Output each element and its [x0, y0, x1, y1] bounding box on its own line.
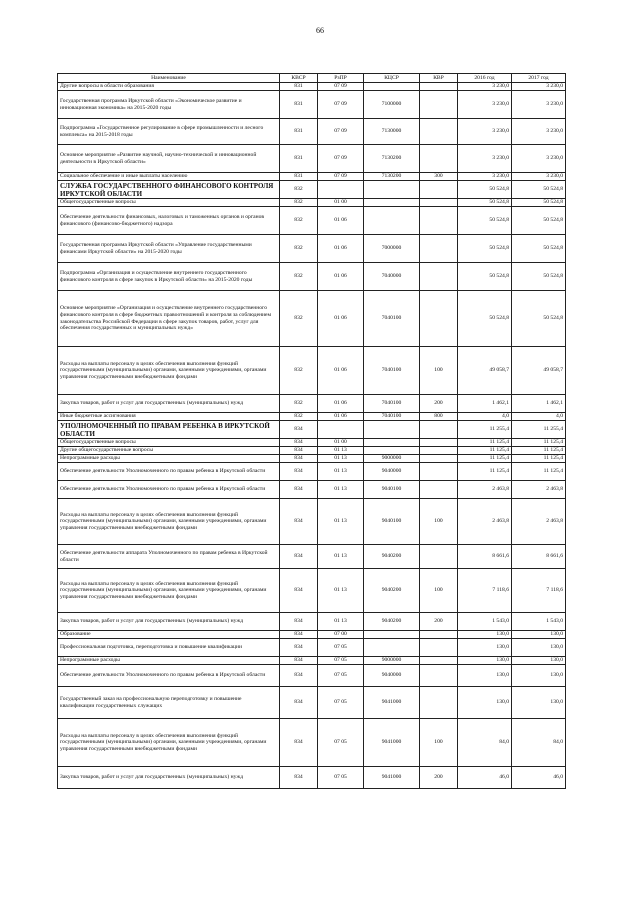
- cell-kvsr: 831: [280, 83, 318, 91]
- cell-kcsr: [364, 83, 420, 91]
- cell-kvr: 100: [420, 569, 458, 613]
- cell-kvsr: 834: [280, 657, 318, 665]
- cell-2017: 50 524,8: [512, 207, 566, 235]
- table-row: [58, 199, 566, 207]
- cell-kvsr: 834: [280, 499, 318, 545]
- cell-kvr: [420, 639, 458, 657]
- cell-name: Обеспечение деятельности аппарата Уполномоченного по правам ребенка в Иркутской области: [58, 545, 280, 569]
- cell-kvr: [420, 447, 458, 455]
- cell-kvr: 200: [420, 395, 458, 413]
- cell-kvr: [420, 83, 458, 91]
- cell-kvr: 200: [420, 767, 458, 789]
- cell-kvr: 100: [420, 347, 458, 395]
- table-row: [58, 613, 566, 631]
- cell-rzpr: 01 00: [318, 199, 364, 207]
- cell-rzpr: 07 00: [318, 631, 364, 639]
- header-kvr: КВР: [420, 74, 458, 83]
- cell-rzpr: 07 05: [318, 639, 364, 657]
- table-row: [58, 181, 566, 199]
- cell-rzpr: 01 13: [318, 499, 364, 545]
- cell-rzpr: 07 09: [318, 119, 364, 145]
- cell-kvsr: 832: [280, 413, 318, 421]
- cell-2016: 84,0: [458, 719, 512, 767]
- cell-rzpr: 07 09: [318, 91, 364, 119]
- cell-kvr: [420, 439, 458, 447]
- table-row: [58, 413, 566, 421]
- table-row: [58, 639, 566, 657]
- cell-2017: 3 230,0: [512, 145, 566, 173]
- table-row: [58, 481, 566, 499]
- cell-kcsr: [364, 199, 420, 207]
- cell-name: Расходы на выплаты персоналу в целях обеспечения выполнения функций государственными (муниципальными) органами, казенными учреждениями, органами управления государственными внебюджетными фондами: [58, 569, 280, 613]
- cell-kcsr: 9040200: [364, 613, 420, 631]
- cell-name: Основное мероприятие «Развитие научной, научно-технической и инновационной деятельности в Иркутской области»: [58, 145, 280, 173]
- cell-kvsr: 834: [280, 569, 318, 613]
- cell-rzpr: 01 13: [318, 481, 364, 499]
- cell-2016: 1 543,0: [458, 613, 512, 631]
- cell-2016: 50 524,8: [458, 291, 512, 347]
- cell-kvr: [420, 463, 458, 481]
- cell-kcsr: 9040000: [364, 463, 420, 481]
- cell-kvr: [420, 263, 458, 291]
- cell-rzpr: 01 06: [318, 395, 364, 413]
- cell-2016: 130,0: [458, 639, 512, 657]
- cell-rzpr: 01 00: [318, 439, 364, 447]
- cell-rzpr: 01 06: [318, 235, 364, 263]
- cell-kvr: [420, 199, 458, 207]
- cell-kcsr: 7040100: [364, 395, 420, 413]
- cell-rzpr: 07 09: [318, 83, 364, 91]
- table-body: [58, 83, 566, 789]
- cell-rzpr: 01 06: [318, 291, 364, 347]
- cell-rzpr: 01 13: [318, 545, 364, 569]
- cell-2016: 50 524,8: [458, 263, 512, 291]
- cell-2017: 50 524,8: [512, 199, 566, 207]
- cell-kvsr: 832: [280, 181, 318, 199]
- cell-2016: 7 118,6: [458, 569, 512, 613]
- cell-name: Социальное обеспечение и иные выплаты населению: [58, 173, 280, 181]
- cell-kvr: [420, 181, 458, 199]
- cell-2016: 3 230,0: [458, 91, 512, 119]
- cell-name: Обеспечение деятельности Уполномоченного по правам ребенка в Иркутской области: [58, 481, 280, 499]
- cell-kvsr: 834: [280, 463, 318, 481]
- cell-kvsr: 834: [280, 639, 318, 657]
- cell-name: Обеспечение деятельности Уполномоченного по правам ребенка в Иркутской области: [58, 665, 280, 687]
- cell-2016: 1 462,1: [458, 395, 512, 413]
- cell-kcsr: 7100000: [364, 91, 420, 119]
- cell-kvr: 300: [420, 173, 458, 181]
- cell-kvr: [420, 119, 458, 145]
- table-row: [58, 291, 566, 347]
- cell-name: Непрограммные расходы: [58, 455, 280, 463]
- cell-kvsr: 832: [280, 199, 318, 207]
- cell-2017: 50 524,8: [512, 235, 566, 263]
- cell-2017: 3 230,0: [512, 173, 566, 181]
- header-rzpr: РзПР: [318, 74, 364, 83]
- cell-2016: 2 463,8: [458, 499, 512, 545]
- table-row: [58, 665, 566, 687]
- cell-name: Другие общегосударственные вопросы: [58, 447, 280, 455]
- cell-kvsr: 831: [280, 173, 318, 181]
- cell-kvsr: 834: [280, 447, 318, 455]
- cell-name: Образование: [58, 631, 280, 639]
- cell-kcsr: 7040100: [364, 413, 420, 421]
- cell-rzpr: 07 05: [318, 665, 364, 687]
- cell-rzpr: [318, 421, 364, 439]
- cell-kvsr: 834: [280, 719, 318, 767]
- cell-kcsr: 9041000: [364, 687, 420, 719]
- cell-2017: 3 230,0: [512, 91, 566, 119]
- header-2016: 2016 год: [458, 74, 512, 83]
- cell-kcsr: [364, 421, 420, 439]
- cell-2017: 50 524,8: [512, 181, 566, 199]
- cell-rzpr: 07 09: [318, 173, 364, 181]
- cell-2017: 50 524,8: [512, 263, 566, 291]
- cell-rzpr: 01 13: [318, 569, 364, 613]
- cell-rzpr: 01 13: [318, 455, 364, 463]
- cell-rzpr: [318, 181, 364, 199]
- header-kvsr: КВСР: [280, 74, 318, 83]
- cell-kvr: [420, 545, 458, 569]
- table-row: [58, 347, 566, 395]
- cell-2017: 49 058,7: [512, 347, 566, 395]
- table-row: [58, 235, 566, 263]
- cell-kcsr: [364, 447, 420, 455]
- cell-name: Другие вопросы в области образования: [58, 83, 280, 91]
- cell-2016: 8 661,6: [458, 545, 512, 569]
- cell-2017: 11 255,4: [512, 421, 566, 439]
- cell-kvsr: 832: [280, 291, 318, 347]
- cell-2017: 1 462,1: [512, 395, 566, 413]
- cell-2016: 3 230,0: [458, 173, 512, 181]
- cell-name: Закупка товаров, работ и услуг для государственных (муниципальных) нужд: [58, 395, 280, 413]
- cell-kcsr: 7040100: [364, 291, 420, 347]
- cell-2017: 50 524,8: [512, 291, 566, 347]
- cell-kcsr: 7000000: [364, 235, 420, 263]
- cell-rzpr: 07 05: [318, 657, 364, 665]
- cell-kvsr: 832: [280, 395, 318, 413]
- cell-2017: 2 463,8: [512, 499, 566, 545]
- cell-2016: 3 230,0: [458, 119, 512, 145]
- cell-name: СЛУЖБА ГОСУДАРСТВЕННОГО ФИНАНСОВОГО КОНТРОЛЯ ИРКУТСКОЙ ОБЛАСТИ: [58, 181, 280, 199]
- cell-kcsr: 7040100: [364, 347, 420, 395]
- budget-table-container: [57, 73, 565, 789]
- cell-kcsr: [364, 631, 420, 639]
- cell-kvsr: 831: [280, 145, 318, 173]
- cell-name: УПОЛНОМОЧЕННЫЙ ПО ПРАВАМ РЕБЕНКА В ИРКУТСКОЙ ОБЛАСТИ: [58, 421, 280, 439]
- table-row: [58, 569, 566, 613]
- cell-kvr: [420, 91, 458, 119]
- cell-kvsr: 834: [280, 767, 318, 789]
- cell-rzpr: 01 06: [318, 413, 364, 421]
- cell-kcsr: 7130200: [364, 173, 420, 181]
- cell-2016: 11 125,4: [458, 447, 512, 455]
- cell-kvr: [420, 207, 458, 235]
- cell-name: Общегосударственные вопросы: [58, 199, 280, 207]
- cell-kcsr: 9041000: [364, 719, 420, 767]
- page-number: 66: [316, 26, 324, 35]
- cell-name: Обеспечение деятельности финансовых, налоговых и таможенных органов и органов финансового (финансово-бюджетного) надзора: [58, 207, 280, 235]
- cell-name: Государственная программа Иркутской области «Экономическое развитие и инновационная экономика» на 2015-2020 годы: [58, 91, 280, 119]
- cell-kvr: [420, 145, 458, 173]
- table-row: [58, 439, 566, 447]
- cell-2016: 130,0: [458, 631, 512, 639]
- cell-kvr: 100: [420, 719, 458, 767]
- cell-kvsr: 831: [280, 119, 318, 145]
- cell-2016: 130,0: [458, 657, 512, 665]
- cell-kcsr: 7130000: [364, 119, 420, 145]
- cell-kvr: [420, 631, 458, 639]
- cell-kvsr: 831: [280, 91, 318, 119]
- cell-rzpr: 01 06: [318, 347, 364, 395]
- cell-kvsr: 832: [280, 347, 318, 395]
- header-2017: 2017 год: [512, 74, 566, 83]
- cell-rzpr: 01 13: [318, 613, 364, 631]
- cell-name: Расходы на выплаты персоналу в целях обеспечения выполнения функций государственными (муниципальными) органами, казенными учреждениями, органами управления государственными внебюджетными фондами: [58, 347, 280, 395]
- cell-2017: 11 125,4: [512, 439, 566, 447]
- cell-kvsr: 832: [280, 207, 318, 235]
- header-kcsr: КЦСР: [364, 74, 420, 83]
- cell-kvsr: 832: [280, 235, 318, 263]
- cell-2016: 50 524,8: [458, 207, 512, 235]
- cell-name: Профессиональная подготовка, переподготовка и повышение квалификации: [58, 639, 280, 657]
- cell-2017: 84,0: [512, 719, 566, 767]
- cell-kvr: [420, 665, 458, 687]
- cell-kvsr: 834: [280, 687, 318, 719]
- table-row: [58, 421, 566, 439]
- cell-kvr: 800: [420, 413, 458, 421]
- table-row: [58, 545, 566, 569]
- cell-2017: 3 230,0: [512, 119, 566, 145]
- cell-name: Государственный заказ на профессиональную переподготовку и повышение квалификации государственных служащих: [58, 687, 280, 719]
- cell-2017: 11 125,4: [512, 463, 566, 481]
- cell-kvr: [420, 481, 458, 499]
- cell-2016: 11 255,4: [458, 421, 512, 439]
- cell-2016: 2 463,8: [458, 481, 512, 499]
- cell-kcsr: 9040000: [364, 665, 420, 687]
- cell-2017: 130,0: [512, 687, 566, 719]
- cell-2017: 130,0: [512, 639, 566, 657]
- cell-2016: 11 125,4: [458, 455, 512, 463]
- cell-kvr: [420, 235, 458, 263]
- cell-name: Подпрограмма «Государственное регулирование в сфере промышленности и лесного комплекса» на 2015-2018 годы: [58, 119, 280, 145]
- cell-2017: 2 463,8: [512, 481, 566, 499]
- cell-name: Подпрограмма «Организация и осуществление внутреннего государственного финансового контроля в сфере закупок в Иркутской области» на 2015-2020 годы: [58, 263, 280, 291]
- table-row: [58, 119, 566, 145]
- cell-kcsr: 9000000: [364, 455, 420, 463]
- table-row: [58, 631, 566, 639]
- cell-rzpr: 01 13: [318, 463, 364, 481]
- cell-2016: 3 230,0: [458, 145, 512, 173]
- cell-rzpr: 01 13: [318, 447, 364, 455]
- cell-kcsr: [364, 439, 420, 447]
- cell-2016: 49 058,7: [458, 347, 512, 395]
- cell-name: Государственная программа Иркутской области «Управление государственными финансами Иркутской области» на 2015-2020 годы: [58, 235, 280, 263]
- cell-kcsr: 9040100: [364, 499, 420, 545]
- cell-2016: 50 524,8: [458, 199, 512, 207]
- cell-name: Закупка товаров, работ и услуг для государственных (муниципальных) нужд: [58, 613, 280, 631]
- cell-kvsr: 832: [280, 263, 318, 291]
- cell-kcsr: [364, 639, 420, 657]
- cell-2017: 11 125,4: [512, 447, 566, 455]
- cell-name: Основное мероприятие «Организация и осуществление внутреннего государственного финансового контроля в сфере бюджетных правоотношений и контроля за соблюдением законодательства Российской Федерации в сфере закупок товаров, работ, услуг для обеспечения государственных и муниципальных нужд»: [58, 291, 280, 347]
- cell-2016: 11 125,4: [458, 463, 512, 481]
- cell-2016: 130,0: [458, 687, 512, 719]
- cell-2017: 8 661,6: [512, 545, 566, 569]
- cell-kvsr: 834: [280, 439, 318, 447]
- table-row: [58, 455, 566, 463]
- cell-name: Расходы на выплаты персоналу в целях обеспечения выполнения функций государственными (муниципальными) органами, казенными учреждениями, органами управления государственными внебюджетными фондами: [58, 719, 280, 767]
- cell-kvr: [420, 291, 458, 347]
- cell-name: Общегосударственные вопросы: [58, 439, 280, 447]
- cell-kcsr: 9040200: [364, 545, 420, 569]
- cell-kcsr: 7130200: [364, 145, 420, 173]
- cell-kvsr: 834: [280, 613, 318, 631]
- cell-rzpr: 07 09: [318, 145, 364, 173]
- cell-kcsr: 9041000: [364, 767, 420, 789]
- table-row: [58, 463, 566, 481]
- cell-kcsr: 7040000: [364, 263, 420, 291]
- cell-kcsr: [364, 181, 420, 199]
- cell-2016: 46,0: [458, 767, 512, 789]
- cell-kvsr: 834: [280, 665, 318, 687]
- cell-2017: 11 125,4: [512, 455, 566, 463]
- cell-name: Иные бюджетные ассигнования: [58, 413, 280, 421]
- cell-kvsr: 834: [280, 421, 318, 439]
- cell-kvr: 100: [420, 499, 458, 545]
- cell-2016: 50 524,8: [458, 181, 512, 199]
- cell-name: Обеспечение деятельности Уполномоченного по правам ребенка в Иркутской области: [58, 463, 280, 481]
- cell-2017: 7 118,6: [512, 569, 566, 613]
- budget-table: [57, 73, 566, 789]
- table-row: [58, 657, 566, 665]
- cell-2016: 4,0: [458, 413, 512, 421]
- table-row: [58, 145, 566, 173]
- table-row: [58, 83, 566, 91]
- cell-2017: 4,0: [512, 413, 566, 421]
- cell-rzpr: 01 06: [318, 207, 364, 235]
- table-row: [58, 767, 566, 789]
- cell-kcsr: 9040200: [364, 569, 420, 613]
- cell-kvsr: 834: [280, 481, 318, 499]
- cell-2016: 3 230,0: [458, 83, 512, 91]
- cell-2017: 130,0: [512, 665, 566, 687]
- cell-rzpr: 01 06: [318, 263, 364, 291]
- cell-kcsr: 9000000: [364, 657, 420, 665]
- cell-kvsr: 834: [280, 545, 318, 569]
- cell-kvr: [420, 687, 458, 719]
- cell-kvsr: 834: [280, 631, 318, 639]
- cell-kcsr: 9040100: [364, 481, 420, 499]
- cell-name: Закупка товаров, работ и услуг для государственных (муниципальных) нужд: [58, 767, 280, 789]
- table-row: [58, 499, 566, 545]
- cell-2017: 3 230,0: [512, 83, 566, 91]
- table-row: [58, 719, 566, 767]
- cell-name: Расходы на выплаты персоналу в целях обеспечения выполнения функций государственными (муниципальными) органами, казенными учреждениями, органами управления государственными внебюджетными фондами: [58, 499, 280, 545]
- cell-2016: 11 125,4: [458, 439, 512, 447]
- table-header-row: [58, 74, 566, 83]
- cell-kvr: 200: [420, 613, 458, 631]
- cell-2017: 130,0: [512, 657, 566, 665]
- cell-name: Непрограммные расходы: [58, 657, 280, 665]
- header-name: Наименование: [58, 74, 280, 83]
- cell-kvr: [420, 657, 458, 665]
- cell-kvr: [420, 421, 458, 439]
- cell-2016: 130,0: [458, 665, 512, 687]
- table-row: [58, 447, 566, 455]
- table-row: [58, 263, 566, 291]
- cell-2016: 50 524,8: [458, 235, 512, 263]
- cell-rzpr: 07 05: [318, 687, 364, 719]
- table-row: [58, 207, 566, 235]
- table-row: [58, 91, 566, 119]
- table-row: [58, 687, 566, 719]
- cell-kcsr: [364, 207, 420, 235]
- cell-2017: 46,0: [512, 767, 566, 789]
- cell-kvr: [420, 455, 458, 463]
- cell-kvsr: 834: [280, 455, 318, 463]
- cell-2017: 130,0: [512, 631, 566, 639]
- cell-rzpr: 07 05: [318, 719, 364, 767]
- cell-rzpr: 07 05: [318, 767, 364, 789]
- table-row: [58, 173, 566, 181]
- table-row: [58, 395, 566, 413]
- cell-2017: 1 543,0: [512, 613, 566, 631]
